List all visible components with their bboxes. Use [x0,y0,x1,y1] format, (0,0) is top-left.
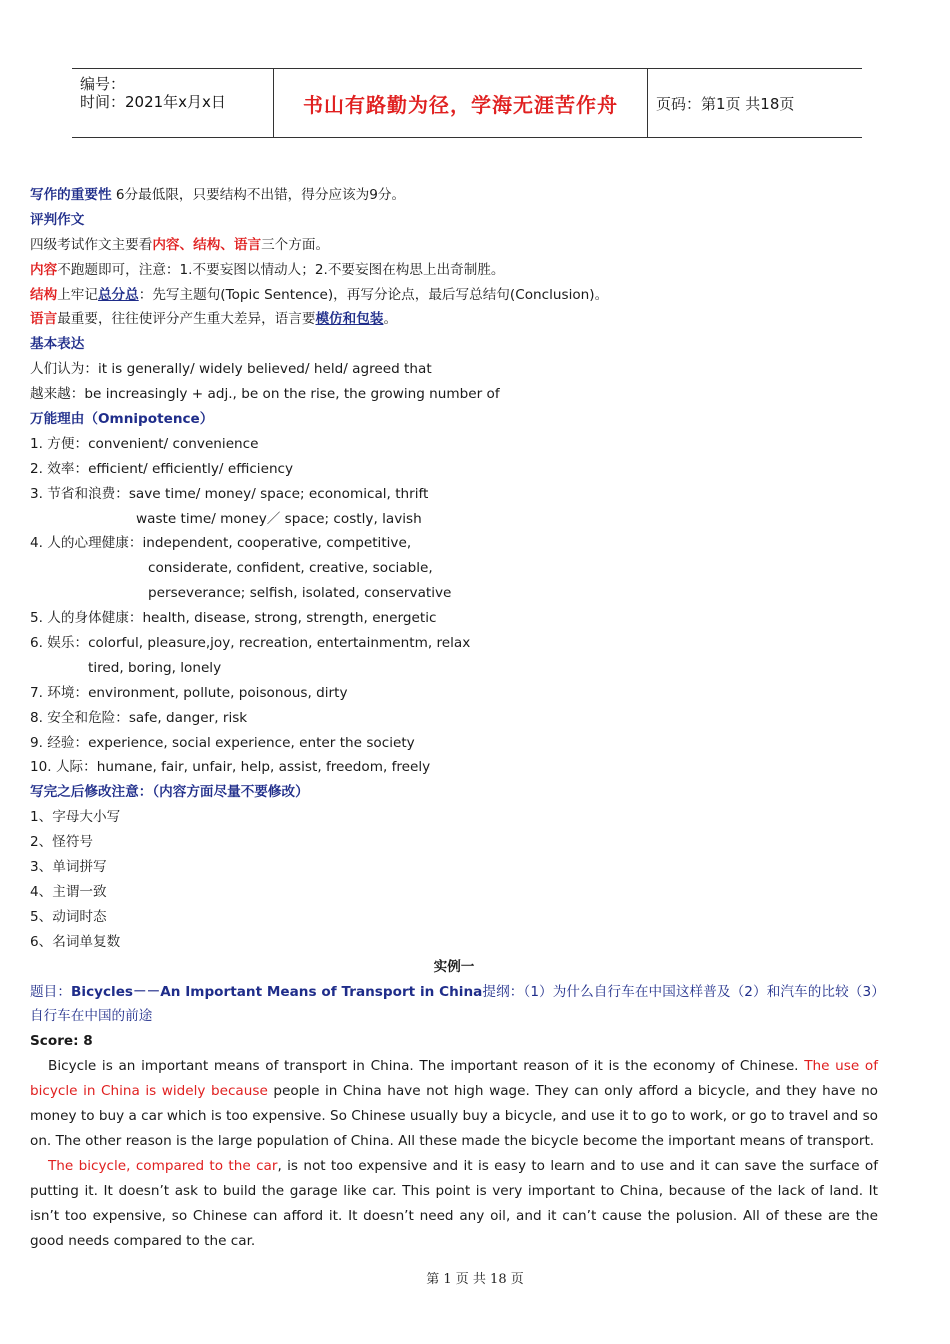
topic-label: 题目： [30,983,72,1000]
para1-text-b: people in China have not high wage. They can only afford a bicycle, and they have no money to buy a car which is too expensive. So Chinese usually buy a bicycle, and use it to go to work, or go to travel and so on. The other reason is the large population of China. All these made the bicycle become the important means of transport. [30,1083,878,1149]
basic-expression-2: 越来越：be increasingly + adj., be on the rise, the growing number of [30,386,500,403]
judge-title: 评判作文 [30,211,85,228]
para1-highlight: The use of bicycle in China is widely because [30,1058,878,1100]
topic-paragraph [30,980,878,1030]
structure-text: ：先写主题句(Topic Sentence)，再写分论点，最后写总结句(Conclusion)。 [138,286,609,303]
document-number: 编号： [80,75,126,93]
structure-key: 总分总 [97,286,139,303]
document-body [30,183,878,1253]
essay-paragraph-1 [30,1054,878,1154]
para2-highlight: The bicycle, compared to the car [48,1157,278,1174]
importance-title: 写作的重要性 [30,187,112,203]
content-label: 内容 [30,261,58,278]
reason-item-continuation: waste time/ money／ space; costly, lavish [136,510,422,527]
omnipotence-title: 万能理由（Omnipotence） [30,411,214,428]
reason-item: 1. 方便：convenient/ convenience [30,435,259,452]
importance-line [30,183,878,208]
judge-pre: 四级考试作文主要看 [30,236,153,253]
basic-title: 基本表达 [30,336,85,353]
reason-item: 9. 经验：experience, social experience, enter the society [30,734,415,751]
reason-item: 2. 效率：efficient/ efficiently/ efficiency [30,460,294,477]
judge-highlight: 内容、结构、语言 [152,236,262,253]
header-page-cell [648,69,862,137]
language-line [30,307,878,332]
revise-item: 4、主谓一致 [30,883,107,900]
language-pre: 最重要，往往使评分产生重大差异，语言要 [57,311,316,328]
header-motto-cell [274,69,648,137]
revise-item: 2、怪符号 [30,834,94,851]
para1-text-a: Bicycle is an important means of transport in China. The important reason of it is the economy of Chinese. [48,1058,805,1075]
reason-item: 3. 节省和浪费：save time/ money/ space; economical, thrift [30,485,429,502]
topic-title: Bicycles－－An Important Means of Transport in China [71,983,483,1000]
reason-item: 8. 安全和危险：safe, danger, risk [30,709,248,726]
example-title: 实例一 [433,958,475,975]
language-label: 语言 [30,311,58,328]
revise-item: 1、字母大小写 [30,809,121,826]
para2-text-b: , is not too expensive and it is easy to learn and to use and it can save the surface of putting it. It doesn’t ask to build the garage like car. This point is very important to China, because of the lack of land. It isn’t too expensive, so Chinese can afford it. It doesn’t need any oil, and it can’t cause the polusion. All of these are the good needs compared to the car. [30,1157,879,1249]
reason-item: 10. 人际：humane, fair, unfair, help, assist, freedom, freely [30,759,431,776]
judge-line [30,233,878,258]
reason-item-continuation: considerate, confident, creative, sociable, [148,560,433,577]
header-motto: 书山有路勤为径，学海无涯苦作舟 [303,93,618,117]
revise-item: 5、动词时态 [30,908,107,925]
page-footer: 第 1 页 共 18 页 [426,1272,524,1287]
header-table [72,68,862,138]
header-page-number: 页码：第1页 共18页 [656,95,795,113]
content-line [30,258,878,283]
revise-title: 写完之后修改注意：（内容方面尽量不要修改） [30,784,309,801]
score-label: Score: 8 [30,1033,93,1050]
reason-item: 7. 环境：environment, pollute, poisonous, dirty [30,684,348,701]
revise-item: 3、单词拼写 [30,859,107,876]
importance-text: 6分最低限，只要结构不出错，得分应该为9分。 [111,187,406,203]
header-info-cell [72,69,274,137]
content-text: 不跑题即可，注意：1.不要妄图以情动人；2.不要妄图在构思上出奇制胜。 [57,261,505,278]
reason-item: 6. 娱乐：colorful, pleasure,joy, recreation, entertainmentm, relax [30,635,471,652]
structure-pre: 上牢记 [57,286,98,303]
topic-outline: 提纲：（1）为什么自行车在中国这样普及（2）和汽车的比较（3）自行车在中国的前途 [30,983,878,1025]
language-post: 。 [383,311,398,328]
judge-post: 三个方面。 [261,236,330,253]
structure-label: 结构 [30,286,58,303]
reason-item: 4. 人的心理健康：independent, cooperative, competitive, [30,535,412,552]
essay-paragraph-2 [30,1154,878,1254]
language-key: 模仿和包装 [315,311,384,328]
reason-item-continuation: tired, boring, lonely [88,659,222,676]
reason-item: 5. 人的身体健康：health, disease, strong, strength, energetic [30,610,437,627]
reason-item-continuation: perseverance; selfish, isolated, conservative [148,585,452,602]
basic-expression-1: 人们认为：it is generally/ widely believed/ held/ agreed that [30,361,432,378]
structure-line [30,283,878,308]
document-time: 时间：2021年x月x日 [80,93,226,111]
revise-item: 6、名词单复数 [30,933,121,950]
